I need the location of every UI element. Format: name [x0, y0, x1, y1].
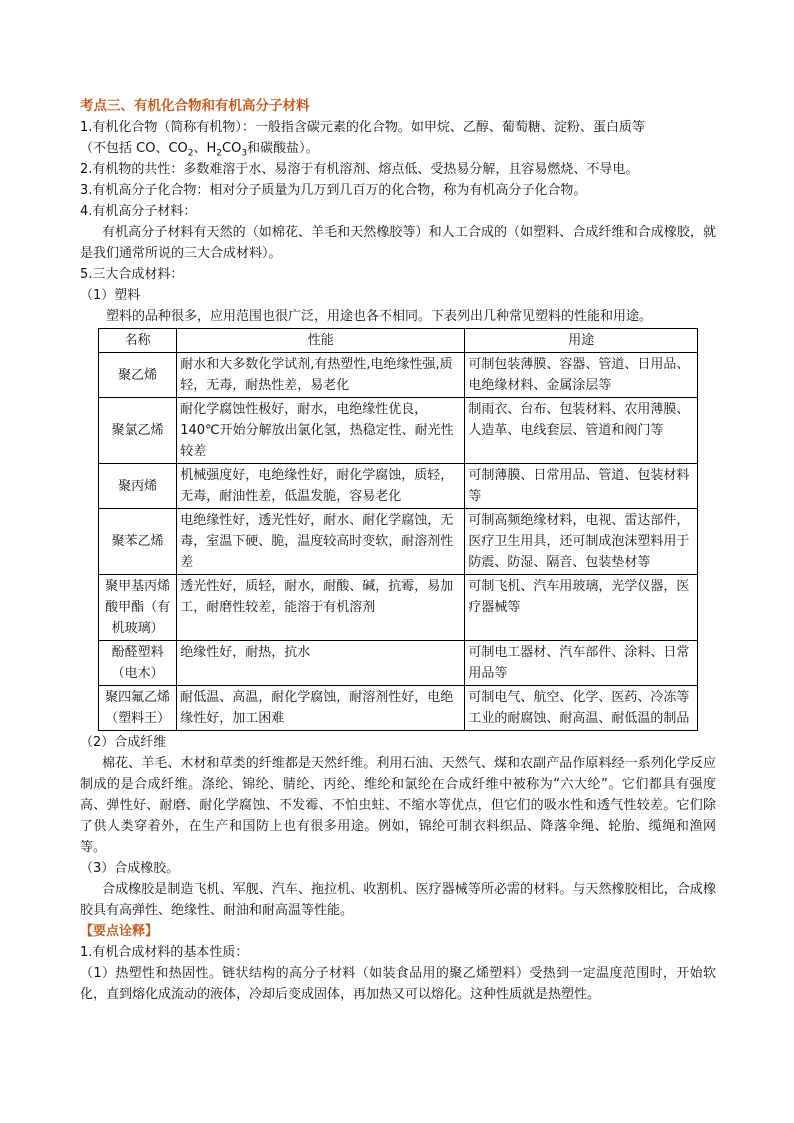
plastic-name: 聚丙烯	[99, 464, 177, 509]
plastic-property: 耐水和大多数化学试剂,有热塑性,电绝缘性强,质轻，无毒，耐热性差，易老化	[177, 353, 465, 398]
section-heading: 考点三、有机化合物和有机高分子材料	[80, 98, 310, 114]
item-1-line-1: 1.有机化合物（简称有机物）：一般指含碳元素的化合物。如甲烷、乙醇、葡萄糖、淀粉、蛋白质等	[80, 120, 645, 135]
subsection-plastics: （1）塑料	[80, 288, 141, 303]
plastics-table	[98, 328, 698, 731]
table-row	[99, 464, 698, 509]
key-item-1: 1.有机合成材料的基本性质：	[80, 945, 249, 960]
subsection-fiber: （2）合成纤维	[80, 735, 167, 750]
table-row	[99, 686, 698, 731]
item-4: 4.有机高分子材料：	[80, 204, 197, 219]
plastic-property: 绝缘性好，耐热，抗水	[177, 641, 465, 686]
header-use: 用途	[465, 329, 698, 353]
plastic-use: 可制电气、航空、化学、医药、冷冻等工业的耐腐蚀、耐高温、耐低温的制品	[465, 686, 698, 731]
table-row	[99, 398, 698, 464]
table-row	[99, 641, 698, 686]
subsection-rubber: （3）合成橡胶。	[80, 861, 180, 876]
plastic-use: 可制包装薄膜、容器、管道、日用品、电绝缘材料、金属涂层等	[465, 353, 698, 398]
item-4-body: 有机高分子材料有天然的（如棉花、羊毛和天然橡胶等）和人工合成的（如塑料、合成纤维和合成橡胶，就是我们通常所说的三大合成材料）。	[80, 225, 716, 261]
plastic-name: 聚甲基丙烯酸甲酯（有机玻璃）	[99, 575, 177, 641]
plastic-property: 电绝缘性好，透光性好，耐水、耐化学腐蚀，无毒，室温下硬、脆，温度较高时变软，耐溶剂性差	[177, 509, 465, 575]
table-row	[99, 575, 698, 641]
table-row	[99, 509, 698, 575]
table-header-row	[99, 329, 698, 353]
table-row	[99, 353, 698, 398]
fiber-body: 棉花、羊毛、木材和草类的纤维都是天然纤维。利用石油、天然气、煤和农副产品作原料经一系列化学反应制成的是合成纤维。涤纶、锦纶、腈纶、丙纶、维纶和氯纶在合成纤维中被称为“六大纶”。它们都具有强度高、弹性好、耐磨、耐化学腐蚀、不发霉、不怕虫蛀、不缩水等优点，但它们的吸水性和透气性较差。它们除了供人类穿着外，在生产和国防上也有很多用途。例如，锦纶可制衣料织品、降落伞绳、轮胎、缆绳和渔网等。	[80, 756, 716, 855]
item-5: 5.三大合成材料：	[80, 267, 184, 282]
key-points-heading: 【要点诠释】	[80, 924, 159, 939]
plastic-property: 耐化学腐蚀性极好，耐水，电绝缘性优良，140℃开始分解放出氯化氢，热稳定性、耐光性较差	[177, 398, 465, 464]
item-3: 3.有机高分子化合物：相对分子质量为几万到几百万的化合物，称为有机高分子化合物。	[80, 183, 587, 198]
plastic-name: 聚苯乙烯	[99, 509, 177, 575]
plastic-use: 可制飞机、汽车用玻璃，光学仪器，医疗器械等	[465, 575, 698, 641]
key-item-1-sub: （1）热塑性和热固性。链状结构的高分子材料（如装食品用的聚乙烯塑料）受热到一定温度范围时，开始软化，直到熔化成流动的液体，冷却后变成固体，再加热又可以熔化。这种性质就是热塑性。	[80, 966, 716, 1002]
plastic-use: 可制高频绝缘材料，电视、雷达部件，医疗卫生用具，还可制成泡沫塑料用于防震、防湿、隔音、包装垫材等	[465, 509, 698, 575]
plastic-use: 可制电工器材、汽车部件、涂料、日常用品等	[465, 641, 698, 686]
plastic-name: 聚乙烯	[99, 353, 177, 398]
plastic-name: 聚四氟乙烯（塑料王）	[99, 686, 177, 731]
plastic-property: 透光性好，质轻，耐水，耐酸、碱，抗霉，易加工，耐磨性较差，能溶于有机溶剂	[177, 575, 465, 641]
item-2: 2.有机物的共性：多数难溶于水、易溶于有机溶剂、熔点低、受热易分解，且容易燃烧、不导电。	[80, 162, 639, 177]
plastics-intro: 塑料的品种很多，应用范围也很广泛，用途也各不相同。下表列出几种常见塑料的性能和用途。	[106, 309, 653, 324]
plastic-property: 机械强度好，电绝缘性好，耐化学腐蚀，质轻，无毒，耐油性差，低温发脆，容易老化	[177, 464, 465, 509]
plastic-use: 制雨衣、台布、包装材料、农用薄膜、人造革、电线套层、管道和阀门等	[465, 398, 698, 464]
document-page	[80, 96, 716, 1005]
plastic-use: 可制薄膜、日常用品、管道、包装材料等	[465, 464, 698, 509]
header-name: 名称	[99, 329, 177, 353]
item-1-line-2: （不包括 CO、$CO_2$、$H_2CO_3$和碳酸盐）。	[80, 141, 319, 159]
plastic-name: 酚醛塑料（电木）	[99, 641, 177, 686]
header-property: 性能	[177, 329, 465, 353]
plastic-name: 聚氯乙烯	[99, 398, 177, 464]
rubber-body: 合成橡胶是制造飞机、军舰、汽车、拖拉机、收割机、医疗器械等所必需的材料。与天然橡胶相比，合成橡胶具有高弹性、绝缘性、耐油和耐高温等性能。	[80, 882, 716, 918]
plastic-property: 耐低温、高温，耐化学腐蚀，耐溶剂性好，电绝缘性好，加工困难	[177, 686, 465, 731]
